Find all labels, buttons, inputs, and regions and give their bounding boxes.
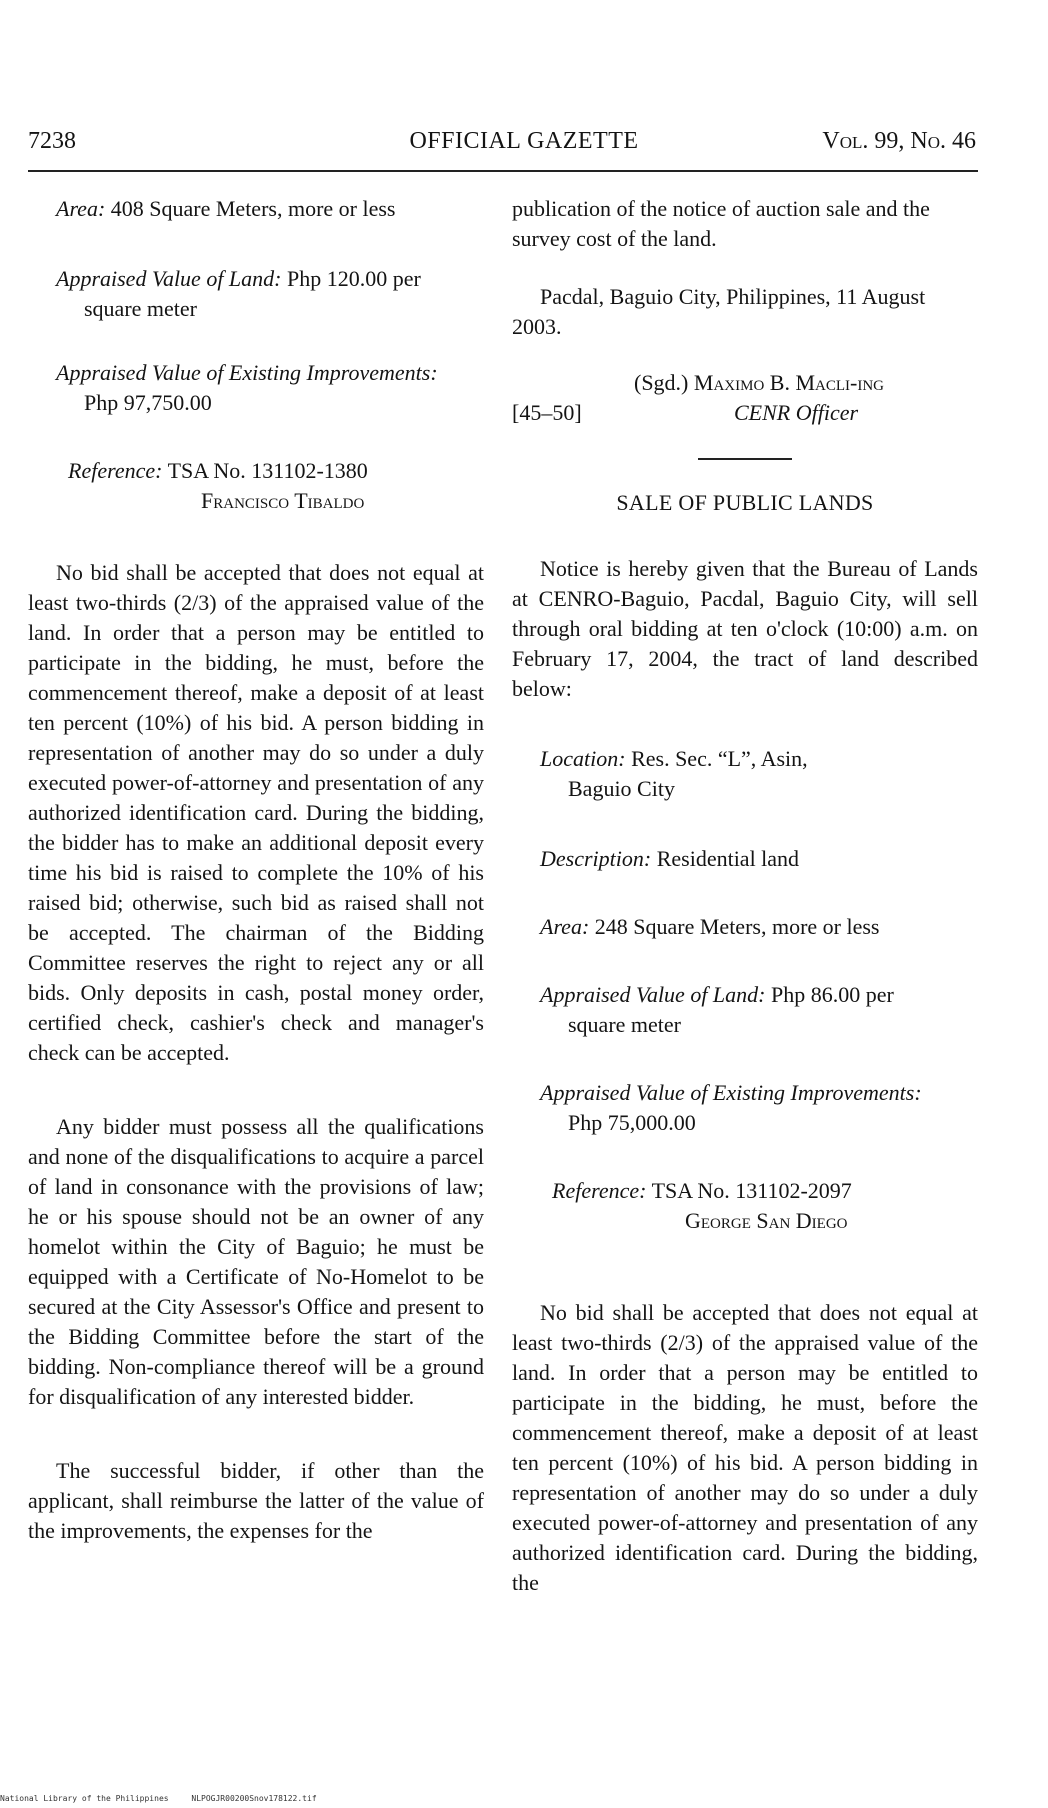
footer-library: National Library of the Philippines xyxy=(0,1794,169,1803)
volume-number: Vol. 99, No. 46 xyxy=(822,128,976,154)
notice-paragraph: Notice is hereby given that the Bureau of Lands at CENRO-Baguio, Pacdal, Baguio City, will sell through oral bidding at ten o'clock (10:00) a.m. on February 17, 2004, the tract of land described below: xyxy=(512,556,978,701)
reference-value: TSA No. 131102-1380 xyxy=(167,458,368,483)
right-improvements-field xyxy=(540,1078,978,1138)
left-improvements-field xyxy=(56,358,484,418)
left-land-value-field xyxy=(56,264,484,324)
field-value: Php 97,750.00 xyxy=(84,390,212,415)
left-bid-paragraph: No bid shall be accepted that does not equal at least two-thirds (2/3) of the appraised value of the land. In order that a person may be entitled to participate in the bidding, he must, before the commencement thereof, make a deposit of at least ten percent (10%) of his bid. A person bidding in representation of another may do so under a duly executed power-of-attorney and presentation of any authorized identification card. During the bidding, the bidder has to make an additional deposit every time his bid is raised to complete the 10% of his raised bid; otherwise, such bid as raised shall not be accepted. The chairman of the Bidding Committee reserves the right to reject any or all bids. Only deposits in cash, postal money order, certified check, cashier's check and manager's check can be accepted. xyxy=(28,560,484,1065)
reference-value: TSA No. 131102-2097 xyxy=(651,1178,852,1203)
left-qualification-paragraph: Any bidder must possess all the qualifications and none of the disqualifications to acquire a parcel of land in consonance with the provisions of law; he or his spouse should not be an owner of any homelot within the City of Baguio; he must be equipped with a Certificate of No-Homelot to be secured at the City Assessor's Office and present to the Bidding Committee before the start of the bidding. Non-compliance thereof will be a ground for disqualification of any interested bidder. xyxy=(28,1114,484,1409)
signer-name: Maximo B. Macli-ing xyxy=(693,370,884,395)
right-reference xyxy=(552,1176,978,1236)
field-value: Php 86.00 per xyxy=(771,982,894,1007)
header-rule xyxy=(28,170,978,172)
left-area-field xyxy=(56,194,484,224)
left-body xyxy=(28,558,484,1546)
field-label: Location: xyxy=(540,746,626,771)
field-label: Area: xyxy=(56,196,106,221)
field-label: Appraised Value of Existing Improvements: xyxy=(540,1080,922,1105)
right-bid-paragraph: No bid shall be accepted that does not equal at least two-thirds (2/3) of the appraised value of the land. In order that a person may be entitled to participate in the bidding, he must, before the commencement thereof, make a deposit of at least ten percent (10%) of his bid. A person bidding in representation of another may do so under a duly executed power-of-attorney and presentation of any authorized identification card. During the bidding, the xyxy=(512,1300,978,1595)
signer-office: CENR Officer xyxy=(734,400,859,425)
field-label: Appraised Value of Land: xyxy=(56,266,282,291)
right-column xyxy=(512,194,978,1236)
field-value-cont: square meter xyxy=(84,296,197,321)
reference-name: George San Diego xyxy=(685,1208,848,1233)
place-date: Pacdal, Baguio City, Philippines, 11 August 2003. xyxy=(512,284,926,339)
document-number: [45–50] xyxy=(512,400,582,425)
scan-footer xyxy=(0,1794,317,1803)
publication-title: OFFICIAL GAZETTE xyxy=(409,128,639,154)
right-continuation: publication of the notice of auction sale and the survey cost of the land. xyxy=(512,196,930,251)
field-value: 248 Square Meters, more or less xyxy=(594,914,880,939)
page-number: 7238 xyxy=(28,128,76,154)
signed-prefix: (Sgd.) xyxy=(634,370,689,395)
field-value: 408 Square Meters, more or less xyxy=(110,196,396,221)
right-area-field xyxy=(540,912,978,942)
field-value: Residential land xyxy=(656,846,800,871)
left-reimburse-paragraph: The successful bidder, if other than the applicant, shall reimburse the latter of the value of the improvements, the expenses for the xyxy=(28,1458,484,1543)
description-field xyxy=(540,844,978,874)
right-body xyxy=(512,1298,978,1598)
field-value-cont: square meter xyxy=(568,1012,681,1037)
docno-line xyxy=(512,398,978,428)
field-value: Php 75,000.00 xyxy=(568,1110,696,1135)
reference-label: Reference: xyxy=(68,458,163,483)
location-field xyxy=(540,744,978,804)
reference-name: Francisco Tibaldo xyxy=(201,488,365,513)
field-label: Area: xyxy=(540,914,590,939)
section-heading: SALE OF PUBLIC LANDS xyxy=(616,490,874,515)
field-value: Php 120.00 per xyxy=(287,266,421,291)
field-value: Res. Sec. “L”, Asin, xyxy=(631,746,808,771)
footer-file: NLPOGJR00200Snov178122.tif xyxy=(191,1794,317,1803)
field-label: Appraised Value of Land: xyxy=(540,982,766,1007)
field-label: Description: xyxy=(540,846,652,871)
left-reference xyxy=(68,456,484,516)
field-value-cont: Baguio City xyxy=(568,776,675,801)
reference-label: Reference: xyxy=(552,1178,647,1203)
right-land-value-field xyxy=(540,980,978,1040)
left-column xyxy=(28,194,484,516)
field-label: Appraised Value of Existing Improvements: xyxy=(56,360,438,385)
signature-line xyxy=(512,368,978,398)
